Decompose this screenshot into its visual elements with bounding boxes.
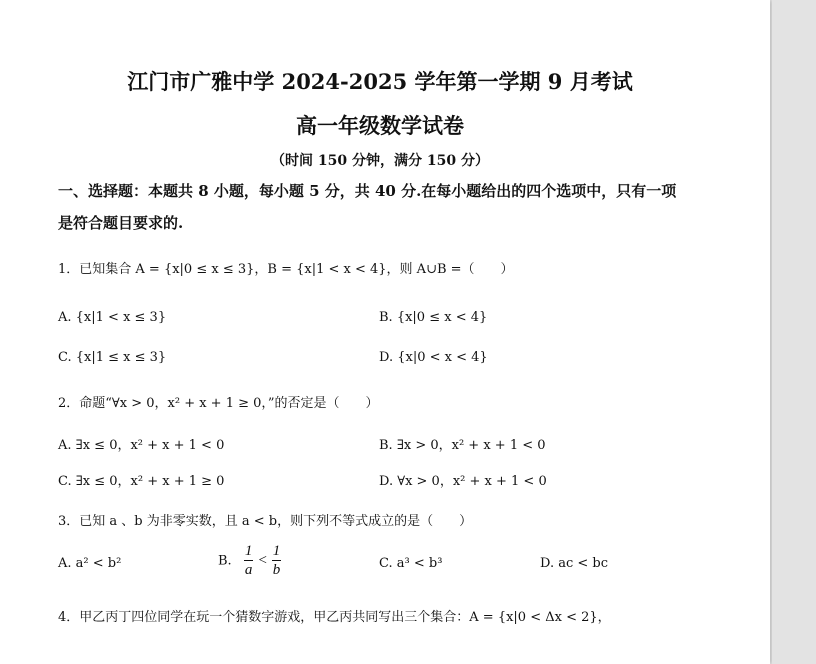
exam-subtitle: 高一年级数学试卷 [296,113,464,138]
fraction-denominator: a [244,562,253,578]
question-4-stem: 4．甲乙丙丁四位同学在玩一个猜数字游戏，甲乙丙共同写出三个集合：A = {x|0 < Δx < 2}， [58,610,611,625]
option-b-label: B. [218,553,232,569]
question-1-stem: 1．已知集合 A = {x|0 ≤ x ≤ 3}，B = {x|1 < x < 4}，则 A∪B =（ ） [58,262,514,277]
fraction-denominator: b [272,562,281,578]
section-heading-line1: 一、选择题：本题共 8 小题，每小题 5 分，共 40 分.在每小题给出的四个选项中，只有一项 [58,182,677,200]
question-2-stem: 2．命题“∀x > 0，x² + x + 1 ≥ 0，”的否定是（ ） [58,396,379,411]
fraction-numerator: 1 [272,543,281,559]
question-3-option-b [218,544,281,578]
fraction-1-over-b [272,544,282,578]
question-1-option-d: D. {x|0 < x < 4} [379,350,488,365]
question-2-option-d: D. ∀x > 0，x² + x + 1 < 0 [379,474,547,489]
exam-title: 江门市广雅中学 2024-2025 学年第一学期 9 月考试 [127,69,633,94]
question-3-option-c: C. a³ < b³ [379,556,443,571]
question-1-option-c: C. {x|1 ≤ x ≤ 3} [58,350,167,365]
viewer-gutter [772,0,816,664]
question-1-option-b: B. {x|0 ≤ x < 4} [379,310,488,325]
less-than-symbol: < [257,552,268,569]
question-2-option-c: C. ∃x ≤ 0，x² + x + 1 ≥ 0 [58,474,225,489]
question-2-option-a: A. ∃x ≤ 0，x² + x + 1 < 0 [58,438,225,453]
question-3-stem: 3．已知 a 、b 为非零实数，且 a < b，则下列不等式成立的是（ ） [58,514,473,529]
question-3-option-d: D. ac < bc [540,556,609,571]
section-heading-line2: 是符合题目要求的. [58,214,184,232]
question-2-option-b: B. ∃x > 0，x² + x + 1 < 0 [379,438,546,453]
fraction-numerator: 1 [244,543,253,559]
question-1-option-a: A. {x|1 < x ≤ 3} [58,310,167,325]
time-note: （时间 150 分钟，满分 150 分） [271,153,489,169]
fraction-1-over-a [244,544,254,578]
question-3-option-a: A. a² < b² [58,556,122,571]
